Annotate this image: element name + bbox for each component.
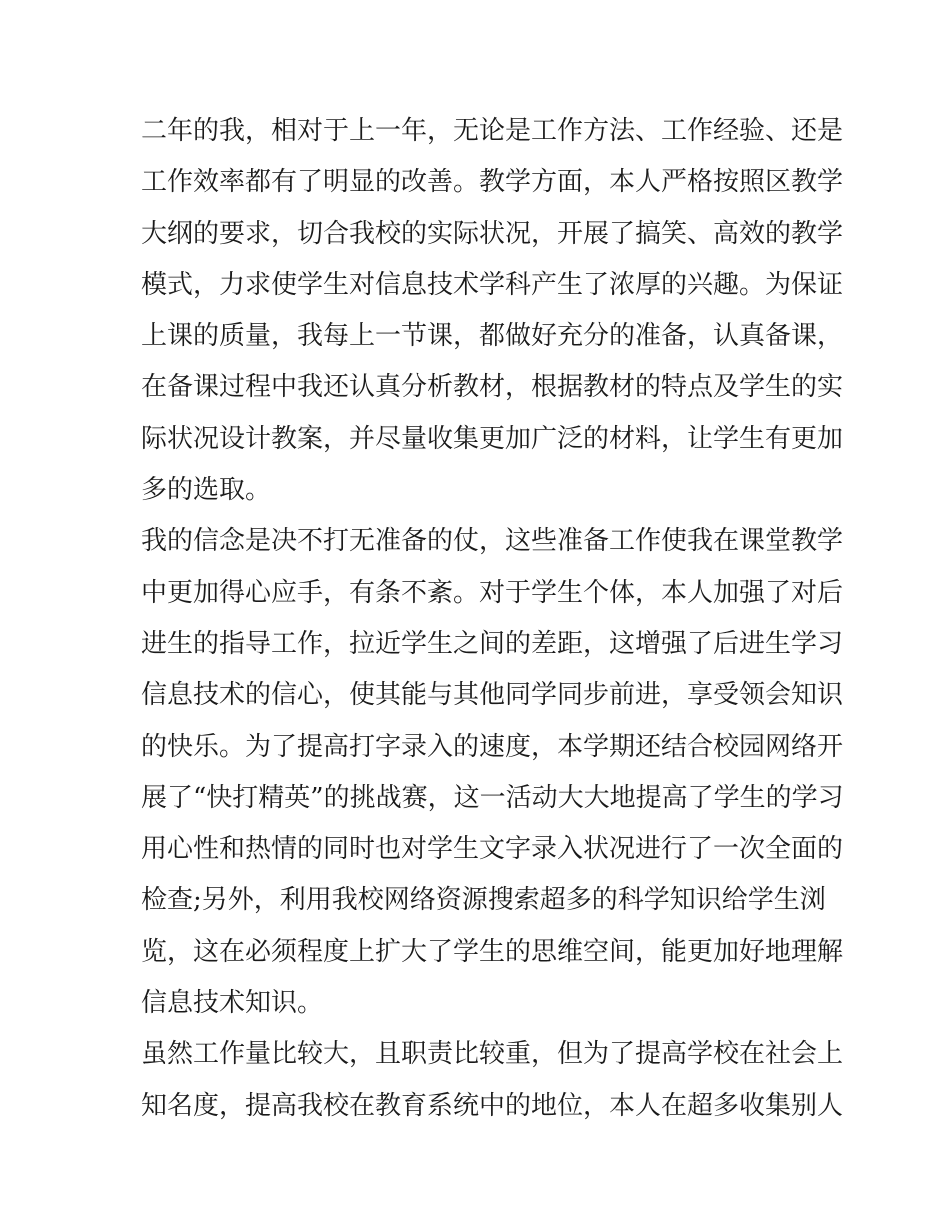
text-line: 进生的指导工作，拉近学生之间的差距，这增强了后进生学习 (141, 628, 844, 659)
paragraph-2 (141, 516, 844, 1029)
text-line: 二年的我，相对于上一年，无论是工作方法、工作经验、还是 (141, 116, 844, 146)
paragraph-1 (141, 106, 844, 516)
text-line: 工作效率都有了明显的改善。教学方面，本人严格按照区教学 (141, 167, 844, 198)
body-text (141, 106, 844, 1132)
text-line: 中更加得心应手，有条不紊。对于学生个体，本人加强了对后 (141, 577, 844, 608)
text-line: 用心性和热情的同时也对学生文字录入状况进行了一次全面的 (141, 834, 844, 865)
text-line: 虽然工作量比较大，且职责比较重，但为了提高学校在社会上 (141, 1039, 844, 1070)
text-line: 我的信念是决不打无准备的仗，这些准备工作使我在课堂教学 (141, 526, 844, 557)
text-line: 展了“快打精英”的挑战赛，这一活动大大地提高了学生的学习 (141, 782, 844, 813)
text-line: 际状况设计教案，并尽量收集更加广泛的材料，让学生有更加 (141, 423, 844, 454)
text-line: 检查;另外，利用我校网络资源搜索超多的科学知识给学生浏 (141, 885, 826, 916)
text-line: 信息技术知识。 (141, 988, 324, 1019)
text-line: 在备课过程中我还认真分析教材，根据教材的特点及学生的实 (141, 372, 844, 403)
text-line: 模式，力求使学生对信息技术学科产生了浓厚的兴趣。为保证 (141, 269, 844, 300)
text-line: 大纲的要求，切合我校的实际状况，开展了搞笑、高效的教学 (141, 218, 844, 249)
text-line: 览，这在必须程度上扩大了学生的思维空间，能更加好地理解 (141, 936, 844, 967)
paragraph-3 (141, 1029, 844, 1132)
text-line: 多的选取。 (141, 475, 272, 506)
text-line: 上课的质量，我每上一节课，都做好充分的准备，认真备课， (141, 321, 844, 352)
text-line: 的快乐。为了提高打字录入的速度，本学期还结合校园网络开 (141, 731, 844, 762)
text-line: 知名度，提高我校在教育系统中的地位，本人在超多收集别人 (141, 1090, 844, 1121)
text-line: 信息技术的信心，使其能与其他同学同步前进，享受领会知识 (141, 680, 844, 711)
